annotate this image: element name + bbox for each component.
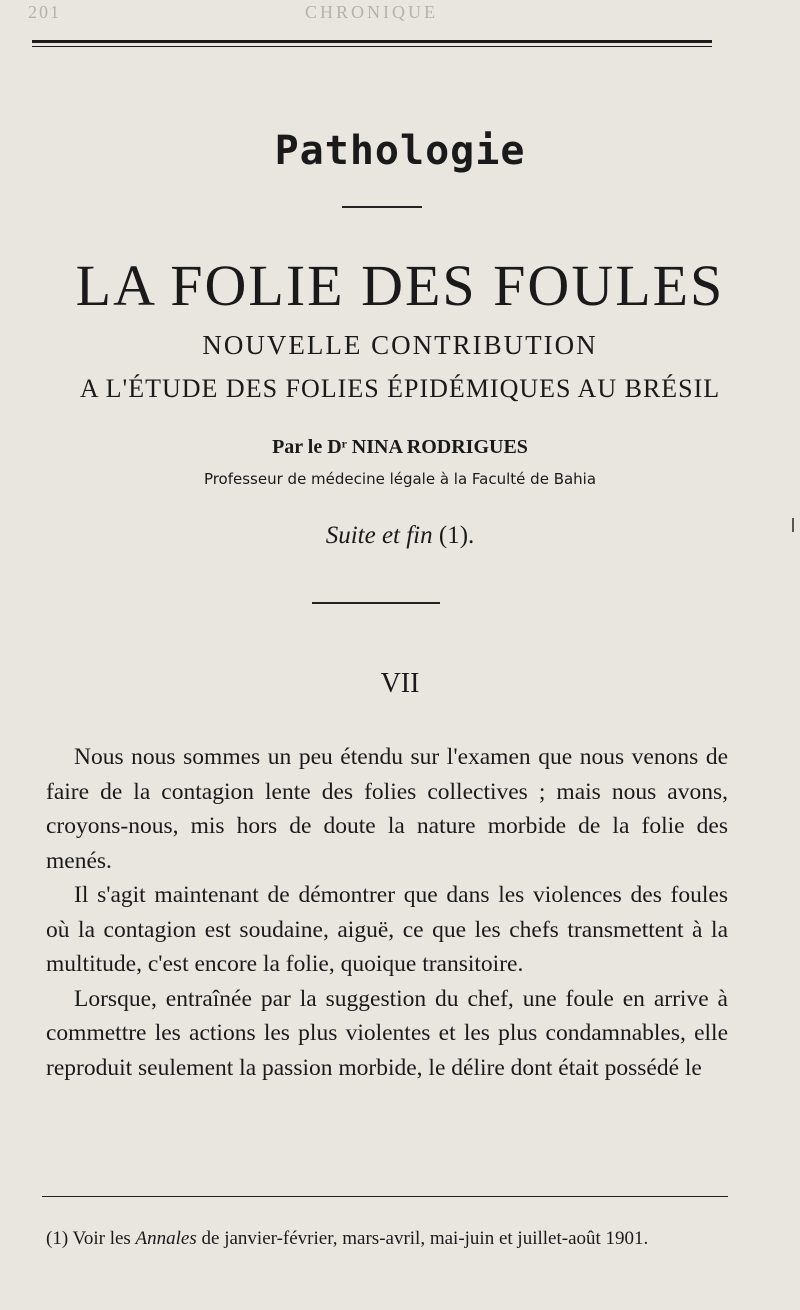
footnote [46, 1226, 728, 1252]
section-label: Pathologie [274, 128, 526, 174]
continuation-word-fin: fin [406, 522, 433, 549]
paragraph-1: Nous nous sommes un peu étendu sur l'examen que nous venons de faire de la contagion lente des folies collectives ; mais nous avons, croyons-nous, mis hors de doute la nature morbide de la folie des menés. [46, 744, 728, 874]
article-subtitle-1: NOUVELLE CONTRIBUTION [202, 330, 598, 360]
title-divider [312, 602, 440, 604]
author-byline: Par le Dʳ NINA RODRIGUES [272, 436, 528, 458]
running-head-title: CHRONIQUE [305, 2, 438, 22]
footnote-journal: Annales [135, 1228, 197, 1249]
page-number: 201 [28, 2, 61, 22]
margin-mark [792, 518, 794, 532]
header-rule-thick [32, 40, 712, 43]
article-title: LA FOLIE DES FOULES [75, 253, 725, 318]
continuation-word-suite: Suite [325, 522, 376, 549]
author-affiliation: Professeur de médecine légale à la Faculté de Bahia [203, 470, 597, 488]
header-rule-thin [32, 46, 712, 47]
article-subtitle-2: A L'ÉTUDE DES FOLIES ÉPIDÉMIQUES AU BRÉSIL [79, 374, 721, 403]
paragraph-2: Il s'agit maintenant de démontrer que dans les violences des foules où la contagion est soudaine, aiguë, ce que les chefs transmettent à la multitude, c'est encore la folie, quoique transitoire. [46, 882, 728, 977]
paragraph-3: Lorsque, entraînée par la suggestion du chef, une foule en arrive à commettre les actions les plus violentes et les plus condamnables, elle reproduit seulement la passion morbide, le délire dont était possédé le [46, 985, 728, 1081]
continuation-word-et: et [381, 522, 400, 549]
section-divider [342, 206, 422, 208]
running-head [0, 2, 800, 24]
footnote-prefix: (1) Voir les [46, 1228, 131, 1249]
chapter-number: VII [380, 668, 420, 699]
continuation-note [0, 522, 800, 550]
body-text [46, 740, 728, 1085]
footnote-rule [42, 1196, 728, 1197]
footnote-suffix: de janvier-février, mars-avril, mai-juin et juillet-août 1901. [201, 1228, 649, 1249]
footnote-reference: (1). [438, 522, 475, 549]
